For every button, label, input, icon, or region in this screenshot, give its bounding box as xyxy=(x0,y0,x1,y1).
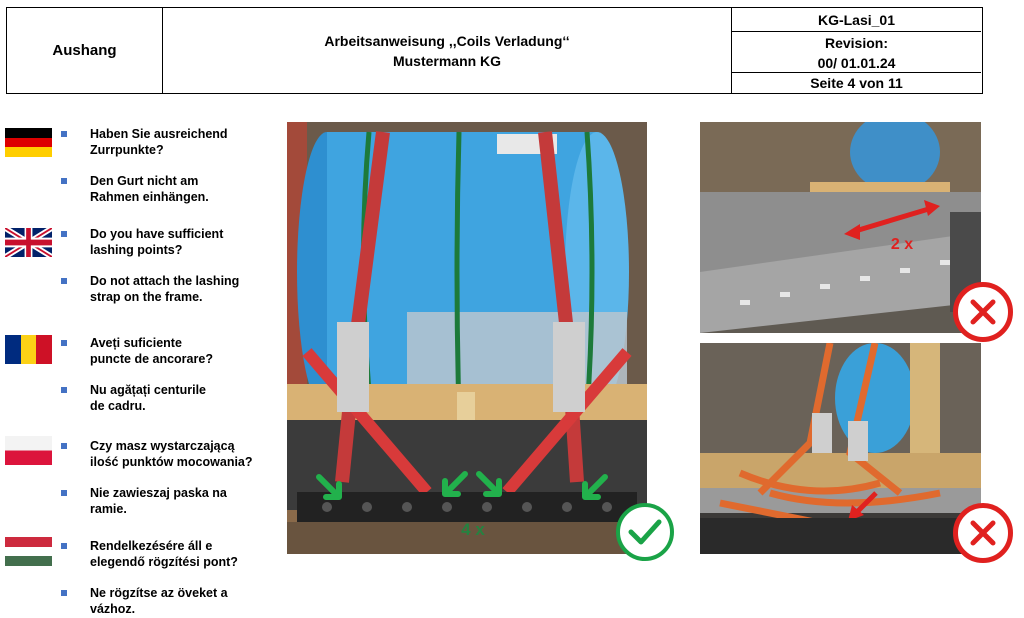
header-title-block xyxy=(163,8,732,93)
bullet-icon xyxy=(61,131,67,137)
revision-value: 00/ 01.01.24 xyxy=(817,55,896,71)
romania-flag xyxy=(5,335,52,364)
instruction-pl-warning: Nie zawieszaj paska na ramie. xyxy=(90,486,227,516)
poland-flag xyxy=(5,436,52,465)
bullet-icon xyxy=(61,387,67,393)
wrong-count-label: 2 x xyxy=(890,236,914,253)
revision-cell xyxy=(732,32,981,73)
instruction-ro-question: Aveți suficiente puncte de ancorare? xyxy=(90,336,213,366)
header-meta xyxy=(732,8,981,93)
cross-icon xyxy=(953,503,1013,563)
doc-id: KG-Lasi_01 xyxy=(732,8,981,32)
instruction-pl-question: Czy masz wystarczającą ilość punktów mocowania? xyxy=(90,439,253,469)
instruction-hu-question: Rendelkezésére áll e elegendő rögzítési pont? xyxy=(90,539,238,569)
bullet-icon xyxy=(61,590,67,596)
photo-wrong-frame-lashing xyxy=(700,122,981,333)
document-header xyxy=(6,7,983,94)
instruction-de-question: Haben Sie ausreichend Zurrpunkte? xyxy=(90,127,228,157)
check-icon xyxy=(616,503,674,561)
bullet-icon xyxy=(61,543,67,549)
bullet-icon xyxy=(61,231,67,237)
instruction-en-warning: Do not attach the lashing strap on the frame. xyxy=(90,274,240,304)
instruction-ro-warning: Nu agățați centurile de cadru. xyxy=(90,383,206,413)
bullet-icon xyxy=(61,178,67,184)
bullet-icon xyxy=(61,490,67,496)
photo-wrong-tangled-straps xyxy=(700,343,981,554)
correct-count-label: 4 x xyxy=(461,520,485,539)
page-number: Seite 4 von 11 xyxy=(810,75,903,91)
bullet-icon xyxy=(61,443,67,449)
instruction-en-question: Do you have sufficient lashing points? xyxy=(90,227,224,257)
bullet-icon xyxy=(61,340,67,346)
cross-icon xyxy=(953,282,1013,342)
revision-label: Revision: xyxy=(824,35,888,51)
instruction-hu-warning: Ne rögzítse az öveket a vázhoz. xyxy=(90,586,228,616)
header-title: Arbeitsanweisung ,,Coils Verladung‘‘ xyxy=(324,32,570,49)
header-company: Mustermann KG xyxy=(392,52,502,69)
photo-correct-lashing xyxy=(287,122,647,554)
hungary-flag xyxy=(5,537,52,566)
bullet-icon xyxy=(61,278,67,284)
germany-flag xyxy=(5,128,52,157)
header-left-label: Aushang xyxy=(7,8,163,93)
instruction-de-warning: Den Gurt nicht am Rahmen einhängen. xyxy=(90,174,209,204)
uk-flag xyxy=(5,228,52,257)
